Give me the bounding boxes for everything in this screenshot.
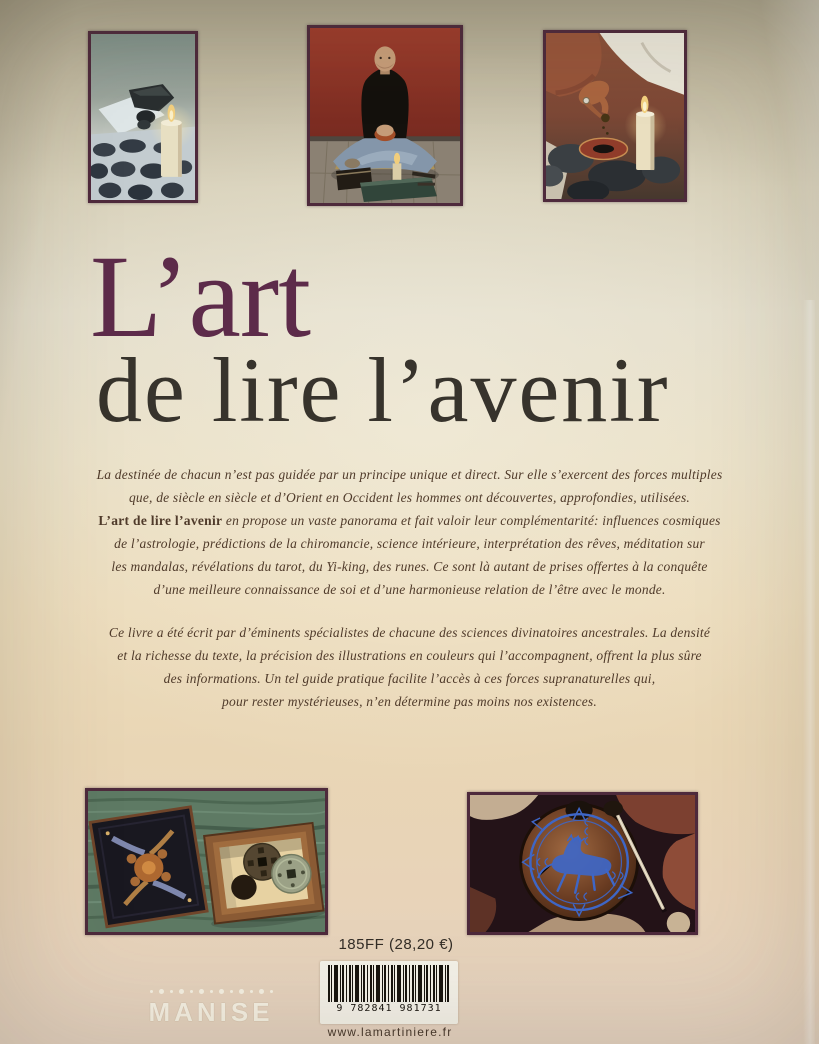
- synopsis-line: La destinée de chacun n’est pas guidée par un principe unique et direct. Sur elle s’exercent des forces multiples: [96, 467, 723, 482]
- synopsis-paragraph-2: [0, 621, 819, 713]
- runes-stones-and-candle-image: [91, 34, 195, 200]
- synopsis-line: d’une meilleure connaissance de soi et d’une harmonieuse relation de l’être avec le monde.: [153, 582, 666, 597]
- synopsis-line: les mandalas, révélations du tarot, du Yi-king, des runes. Ce sont là autant de prises offertes à la conquête: [111, 559, 708, 574]
- publisher-logo-dots: [136, 988, 286, 995]
- synopsis-line: [0, 509, 819, 532]
- runes-stones-and-candle-photo: [88, 31, 198, 203]
- publisher-logo: [136, 988, 286, 1028]
- hand-sprinkling-herbs-photo: [543, 30, 687, 202]
- hand-sprinkling-herbs-image: [546, 33, 684, 199]
- synopsis-line: pour rester mystérieuses, n’en détermine pas moins nos existences.: [222, 694, 597, 709]
- shamanic-drum-horse-photo: [467, 792, 698, 935]
- book-title-line2: de lire l’avenir: [96, 339, 670, 441]
- book-title-inline: L’art de lire l’avenir: [98, 513, 223, 528]
- book-title-line1: L’art: [90, 231, 310, 362]
- synopsis-line: et la richesse du texte, la précision des illustrations en couleurs qui l’accompagnent, offrent la plus sûre: [117, 648, 702, 663]
- iching-coins-box-image: [88, 791, 325, 932]
- synopsis-line: Ce livre a été écrit par d’éminents spécialistes de chacune des sciences divinatoires ancestrales. La densité: [108, 625, 711, 640]
- meditating-man-image: [310, 28, 460, 203]
- synopsis-line-rest: en propose un vaste panorama et fait valoir leur complémentarité: influences cosmiques: [222, 513, 721, 528]
- synopsis-line: de l’astrologie, prédictions de la chiromancie, science intérieure, interprétation des rêves, méditation sur: [114, 536, 705, 551]
- synopsis-line: des informations. Un tel guide pratique facilite l’accès à ces forces supranaturelles qui,: [163, 671, 656, 686]
- price-label: 185FF (28,20 €): [338, 936, 454, 953]
- barcode: [320, 961, 458, 1024]
- barcode-bars: [328, 965, 450, 1002]
- publisher-logo-wordmark: MANISE: [148, 997, 274, 1027]
- shamanic-drum-horse-image: [470, 795, 695, 932]
- synopsis-paragraph-1: [0, 463, 819, 601]
- synopsis-line: que, de siècle en siècle et d’Orient en Occident les hommes ont découvertes, approfondies, utilisées.: [128, 490, 691, 505]
- meditating-man-photo: [307, 25, 463, 206]
- barcode-number: 9 782841 981731: [336, 1003, 442, 1014]
- iching-coins-box-photo: [85, 788, 328, 935]
- publisher-website: www.lamartiniere.fr: [327, 1025, 453, 1039]
